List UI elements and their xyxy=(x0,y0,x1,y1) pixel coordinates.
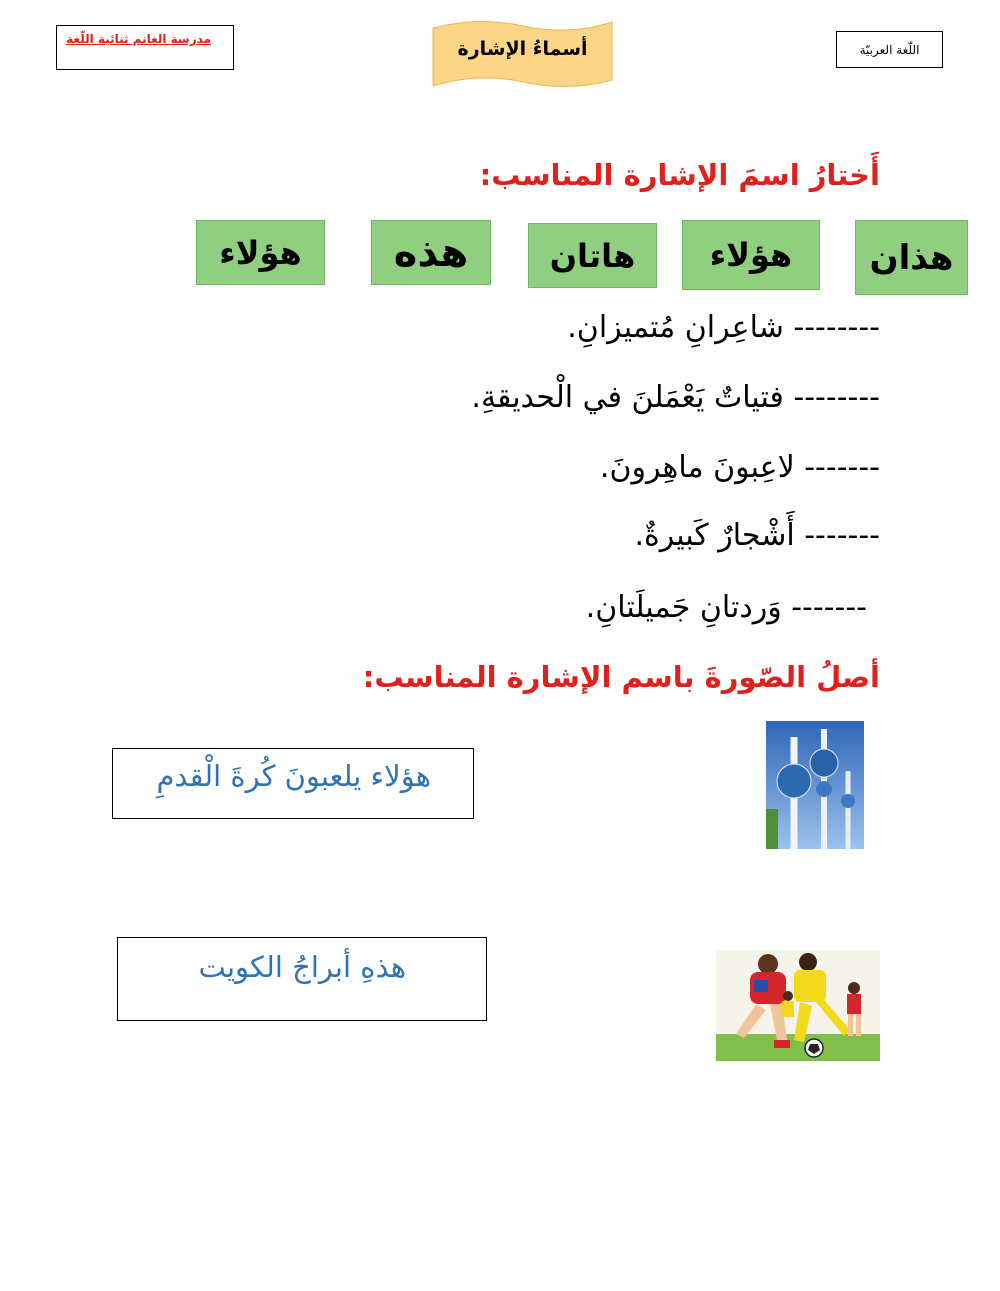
sentence-2: -------- فتياتٌ يَعْمَلنَ في الْحديقةِ. xyxy=(471,380,880,415)
match-box-1[interactable] xyxy=(112,748,474,819)
sentence-4: ------- أَشْجارٌ كَبيرةٌ. xyxy=(634,518,880,553)
match-sentence-2: هذهِ أبراجُ الكويت xyxy=(198,950,406,984)
kuwait-towers-image[interactable] xyxy=(766,721,864,849)
match-box-2[interactable] xyxy=(117,937,487,1021)
lesson-title-banner xyxy=(431,18,614,90)
word-box-5[interactable]: هؤلاء xyxy=(196,220,325,285)
football-players-image[interactable] xyxy=(716,950,880,1061)
sentence-5: ------- وَردتانِ جَميلَتانِ. xyxy=(585,590,867,625)
word-box-4[interactable]: هذه xyxy=(371,220,491,285)
sentence-1: -------- شاعِرانِ مُتميزانِ. xyxy=(567,310,880,345)
match-sentence-1: هؤلاء يلعبونَ كُرةَ الْقدمِ xyxy=(156,759,431,793)
school-name-box xyxy=(56,25,234,70)
section1-instruction: أَختارُ اسمَ الإشارة المناسب: xyxy=(479,158,880,192)
sentence-3: ------- لاعِبونَ ماهِرونَ. xyxy=(599,450,880,485)
word-box-1[interactable]: هذان xyxy=(855,220,968,295)
subject-label: اللّغة العربيّة xyxy=(836,31,943,68)
word-box-2[interactable]: هؤلاء xyxy=(682,220,820,290)
school-name: مدرسة الغانم ثنائية اللّغة xyxy=(66,32,211,46)
word-box-3[interactable]: هاتان xyxy=(528,223,657,288)
lesson-title: أسماءُ الإشارة xyxy=(457,38,588,60)
section2-instruction: أصلُ الصّورةَ باسم الإشارة المناسب: xyxy=(362,660,880,694)
